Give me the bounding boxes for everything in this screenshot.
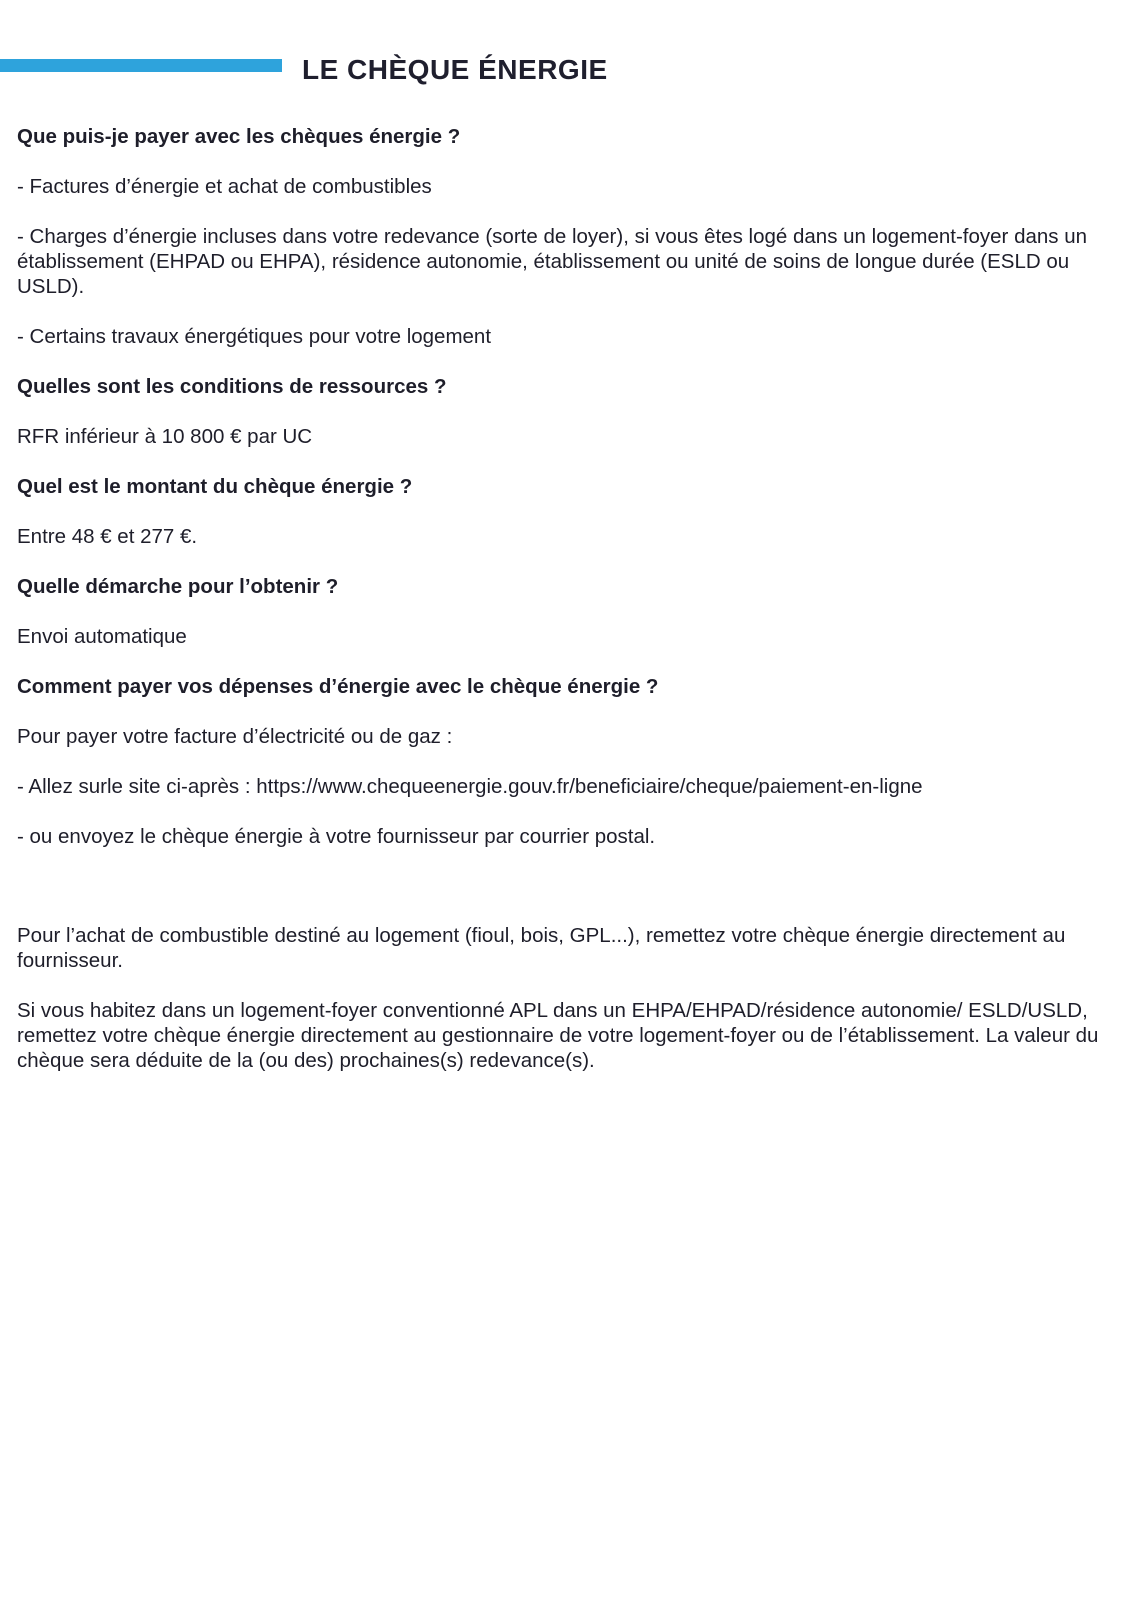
answer-item-invoices: - Factures d’énergie et achat de combustibles [17,175,432,198]
answer-item-works: - Certains travaux énergétiques pour votre logement [17,325,492,348]
question-procedure: Quelle démarche pour l’obtenir ? [17,575,339,598]
document-body [17,124,1107,1073]
answer-amount: Entre 48 € et 277 €. [17,525,198,548]
answer-postal-payment: - ou envoyez le chèque énergie à votre fournisseur par courrier postal. [17,825,656,848]
title-accent-bar [0,59,282,72]
question-how-to-pay: Comment payer vos dépenses d’énergie avec le chèque énergie ? [17,675,659,698]
question-amount: Quel est le montant du chèque énergie ? [17,475,413,498]
answer-online-payment: - Allez surle site ci-après : https://www.chequeenergie.gouv.fr/beneficiaire/cheque/paiement-en-ligne [17,775,923,798]
answer-procedure: Envoi automatique [17,625,187,648]
answer-combustible: Pour l’achat de combustible destiné au logement (fioul, bois, GPL...), remettez votre chèque énergie directement au fournisseur. [17,924,1066,972]
page-title: LE CHÈQUE ÉNERGIE [302,54,608,85]
question-resource-conditions: Quelles sont les conditions de ressources ? [17,375,447,398]
answer-logement-foyer: Si vous habitez dans un logement-foyer conventionné APL dans un EHPA/EHPAD/résidence autonomie/ ESLD/USLD, remettez votre chèque énergie directement au gestionnaire de votre logement-foyer ou de l’établissement. La valeur du chèque sera déduite de la (ou des) prochaines(s) redevance(s). [17,999,1099,1072]
answer-resource-conditions: RFR inférieur à 10 800 € par UC [17,425,313,448]
answer-item-charges: - Charges d’énergie incluses dans votre redevance (sorte de loyer), si vous êtes logé dans un logement-foyer dans un établissement (EHPAD ou EHPA), résidence autonomie, établissement ou unité de soins de longue durée (ESLD ou USLD). [17,225,1088,298]
answer-how-to-pay-intro: Pour payer votre facture d’électricité ou de gaz : [17,725,453,748]
question-what-can-i-pay: Que puis-je payer avec les chèques énergie ? [17,125,461,148]
